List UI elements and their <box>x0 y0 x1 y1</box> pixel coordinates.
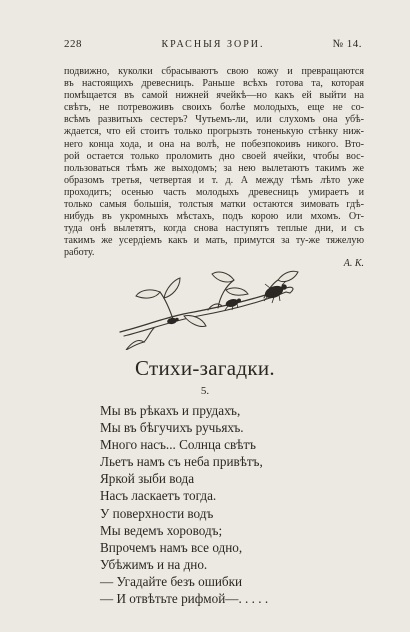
prose-line: подвижно, куколки сбрасываютъ свою кожу и превращаются <box>64 66 364 77</box>
prose-paragraph <box>64 66 364 260</box>
poem-line: Мы въ рѣкахъ и прудахъ, <box>100 403 241 418</box>
poem-line: Много насъ... Солнца свѣтъ <box>100 437 257 453</box>
beetle-on-twig-illustration <box>114 266 314 350</box>
poem-number: 5. <box>200 385 210 397</box>
prose-line: такимъ же усердіемъ какъ и мать, примутся за ту-же тяжелую <box>64 235 364 247</box>
poem-line: — И отвѣтьте рифмой—. . . . . <box>100 591 269 607</box>
prose-line: нибудь въ укромныхъ мѣстахъ, подъ корою или мхомъ. От- <box>64 211 364 223</box>
author-signature: А. К. <box>343 258 364 269</box>
prose-line: въ настоящихъ древесницъ. Раньше всѣхъ готова та, которая <box>64 78 364 90</box>
prose-line: туда онѣ вылетятъ, когда снова наступятъ теплые дни, и съ <box>64 223 364 235</box>
prose-line: свѣтъ, не потревоживъ своихъ болѣе молодыхъ, еще не со- <box>64 102 364 114</box>
poem-line: Впрочемъ намъ все одно, <box>100 539 243 555</box>
journal-title: КРАСНЫЯ ЗОРИ. <box>161 39 265 50</box>
poem-line: Мы въ бѣгучихъ ручьяхъ. <box>100 420 244 436</box>
poem-line: Насъ ласкаетъ тогда. <box>100 488 217 504</box>
twig-outline-lower <box>124 292 286 336</box>
prose-line: всѣмъ развитыхъ сестеръ? Чутьемъ-ли, или слухомъ она убѣ- <box>64 114 364 126</box>
poem-line: Яркой зыби вода <box>100 471 195 487</box>
prose-line: образомъ третья, четвертая и т. д. А между тѣмъ лѣто уже <box>64 174 364 186</box>
prose-line: проходитъ; осенью часть молодыхъ древесницъ умираетъ и <box>64 186 364 198</box>
prose-line: помѣщается въ самой нижней ячейкѣ—но какъ ей выйти на <box>64 90 364 102</box>
leaf <box>184 315 206 326</box>
prose-line: только самыя большія, толстыя матки остаются зимовать гдѣ- <box>64 199 364 211</box>
poem-line: Убѣжимъ и на дно. <box>100 556 208 572</box>
poem-title: Стихи-загадки. <box>134 356 275 380</box>
leaf <box>126 340 144 350</box>
prose-line: него конца хода, и она на волѣ, не побезпокоивъ никого. Вто- <box>64 138 364 150</box>
prose-line: пользоваться тѣмъ же выходомъ; за нею вылетаютъ такимъ же <box>64 162 364 174</box>
leaf <box>136 290 160 298</box>
poem-line: У поверхности водъ <box>100 505 214 521</box>
poem-verses <box>100 402 380 607</box>
poem-line: — Угадайте безъ ошибки <box>100 573 243 589</box>
leaf <box>226 288 248 295</box>
page-header <box>64 38 362 52</box>
leaf <box>212 272 234 282</box>
prose-line: работу. <box>64 247 95 259</box>
leaf <box>164 278 180 298</box>
poem-line: Льетъ намъ съ неба привѣтъ, <box>100 454 263 470</box>
leaf <box>278 271 298 281</box>
prose-line: ждается, что ей стоитъ только прогрызть тоненькую стѣнку ниж- <box>64 126 364 138</box>
prose-line: рой остается только проломить дно своей ячейки, чтобы вос- <box>64 150 364 162</box>
poem-line: Мы ведемъ хороводъ; <box>100 522 223 538</box>
issue-number: № 14. <box>332 38 362 50</box>
insect-small <box>167 318 177 325</box>
page-number: 228 <box>64 38 82 50</box>
